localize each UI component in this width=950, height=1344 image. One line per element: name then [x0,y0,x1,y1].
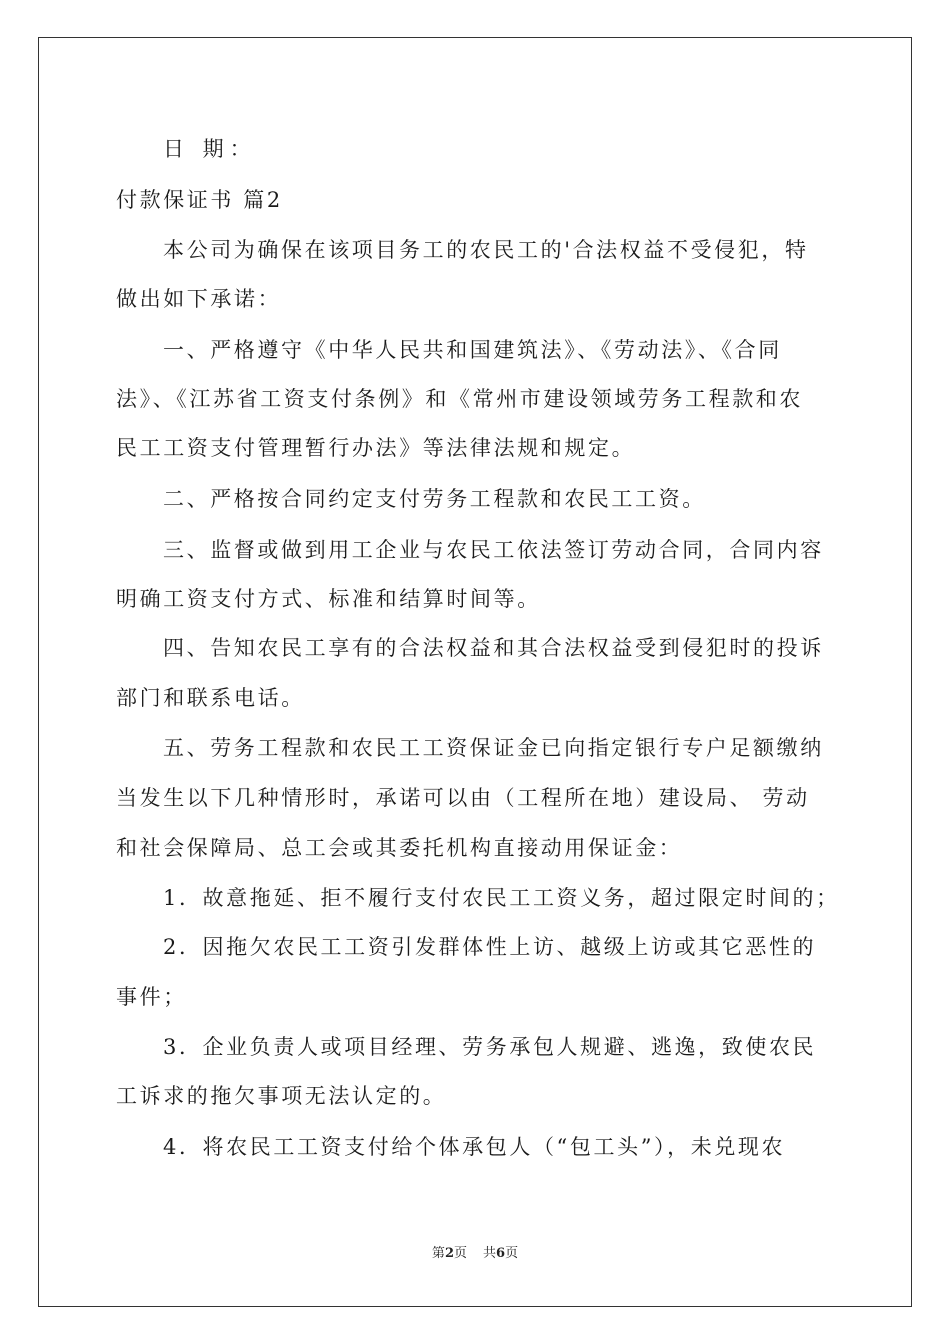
page-footer [0,1245,950,1263]
paragraph-line: 五、劳务工程款和农民工工资保证金已向指定银行专户足额缴纳 [163,736,824,760]
paragraph-line: 明确工资支付方式、标准和结算时间等。 [116,587,541,611]
paragraph-line: 二、严格按合同约定支付劳务工程款和农民工工资。 [163,487,706,511]
paragraph-line: 一、严格遵守《中华人民共和国建筑法》、《劳动法》、《合同 [163,338,782,362]
paragraph-line: 4．将农民工工资支付给个体承包人（“包工头”），未兑现农 [163,1135,786,1159]
paragraph-line: 1．故意拖延、拒不履行支付农民工工资义务，超过限定时间的； [163,886,840,910]
paragraph-line: 三、监督或做到用工企业与农民工依法签订劳动合同，合同内容 [163,538,824,562]
total-prefix: 共 [483,1246,497,1261]
total-pages: 6 [496,1246,506,1261]
paragraph-line: 本公司为确保在该项目务工的农民工的'合法权益不受侵犯，特 [163,238,809,262]
paragraph-line: 民工工资支付管理暂行办法》等法律法规和规定。 [116,436,636,460]
page-suffix: 页 [453,1246,467,1261]
paragraph-line: 事件； [116,985,187,1009]
total-suffix: 页 [505,1246,519,1261]
page-prefix: 第 [431,1246,445,1261]
paragraph-line: 当发生以下几种情形时，承诺可以由（工程所在地）建设局、 劳动 [116,786,810,810]
paragraph-line: 法》、《江苏省工资支付条例》和《常州市建设领域劳务工程款和农 [116,387,803,411]
paragraph-line: 部门和联系电话。 [116,686,305,710]
section-title: 付款保证书 篇2 [116,188,283,212]
paragraph-line: 四、告知农民工享有的合法权益和其合法权益受到侵犯时的投诉 [163,636,824,660]
paragraph-line: 和社会保障局、总工会或其委托机构直接动用保证金： [116,836,683,860]
paragraph-line: 做出如下承诺： [116,287,282,311]
page-number: 2 [444,1246,454,1261]
date-label: 日 期： [163,137,257,161]
paragraph-line: 2．因拖欠农民工工资引发群体性上访、越级上访或其它恶性的 [163,935,817,959]
paragraph-line: 工诉求的拖欠事项无法认定的。 [116,1084,447,1108]
page-border [38,37,912,1307]
paragraph-line: 3．企业负责人或项目经理、劳务承包人规避、逃逸，致使农民 [163,1035,817,1059]
